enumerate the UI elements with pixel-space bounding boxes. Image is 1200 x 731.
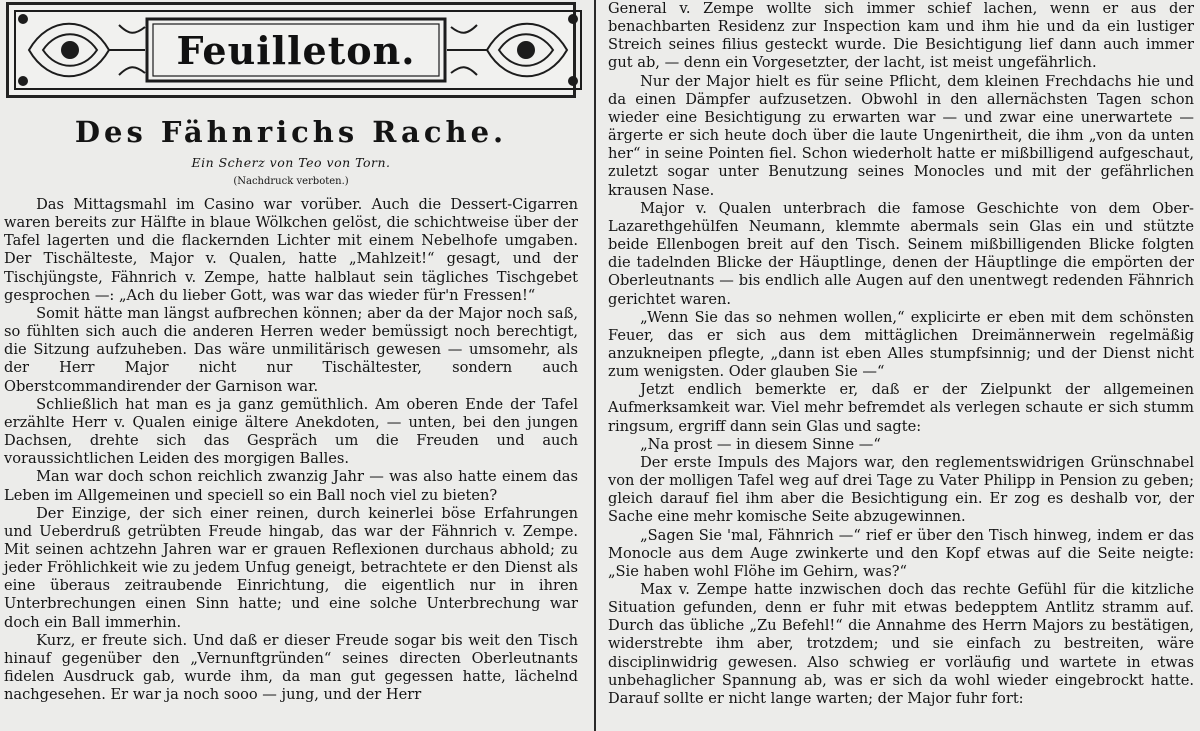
article-byline: Ein Scherz von Teo von Torn. xyxy=(191,155,391,170)
feuilleton-banner xyxy=(6,2,576,98)
article-headline: Des Fähnrichs Rache. xyxy=(74,115,508,149)
paragraph: Max v. Zempe hatte inzwischen doch das rechte Gefühl für die kitzliche Situation gefunden, denn er fuhr mit etwas bedepptem Antlitz stramm auf. Durch das übliche „Zu Befehl!“ die Annahme des Herrn Majors zu bestätigen, widerstrebte ihm aber, trotzdem; und sie einfach zu bestreiten, wäre disciplinwidrig gewesen. Also schwieg er vorläufig und wartete in etwas unbehaglicher Spannung ab, was er sich da wohl wieder eingebrockt hatte. Darauf sollte er nicht lange warten; der Major fuhr fort: xyxy=(608,581,1194,707)
section-title: Feuilleton. xyxy=(176,27,416,73)
paragraph: „Wenn Sie das so nehmen wollen,“ explicirte er eben mit dem schönsten Feuer, das er sich aus dem mittäglichen Dreimännerwein regelmäßig anzukneipen pflegte, „dann ist eben Alles stumpfsinnig; und der Dienst nicht zum wenigsten. Oder glauben Sie —“ xyxy=(608,308,1194,381)
paragraph: Kurz, er freute sich. Und daß er dieser Freude sogar bis weit den Tisch hinauf gegenüber den „Vernunftgründen“ seines directen Oberleutnants fidelen Ausdruck gab, wurde ihm, da man gut gegessen hatte, lächelnd nachgesehen. Er war ja noch sooo — jung, und der Herr xyxy=(4,631,578,704)
reprint-notice: (Nachdruck verboten.) xyxy=(233,176,349,187)
right-column xyxy=(600,0,1198,731)
paragraph: Der erste Impuls des Majors war, den reglementswidrigen Grünschnabel von der molligen Tafel weg auf drei Tage zu Vater Philipp in Pension zu geben; gleich darauf fiel ihm aber die Besichtigung ein. Er zog es deshalb vor, der Sache eine mehr komische Seite abzugewinnen. xyxy=(608,453,1194,526)
column-divider xyxy=(594,0,596,731)
paragraph: „Na prost — in diesem Sinne —“ xyxy=(640,435,881,453)
paragraph: Der Einzige, der sich einer reinen, durch keinerlei böse Erfahrungen und Ueberdruß getrübten Freude hingab, das war der Fähnrich v. Zempe. Mit seinen achtzehn Jahren war er grauen Reflexionen durchaus abhold; zu jeder Fröhlichkeit wie zu jedem Unfug geneigt, betrachtete er den Dienst als eine überaus zeitraubende Einrichtung, die eigentlich nur in ihren Unterbrechungen einen Sinn hatte; und eine solche Unterbrechung war doch ein Ball immerhin. xyxy=(4,504,578,631)
paragraph: Man war doch schon reichlich zwanzig Jahr — was also hatte einem das Leben im Allgemeinen und speciell so ein Ball noch viel zu bieten? xyxy=(4,468,578,504)
paragraph: Das Mittagsmahl im Casino war vorüber. Auch die Dessert-Cigarren waren bereits zur Hälfte in blaue Wölkchen gelöst, die schichtweise über der Tafel lagerten und die flackernden Lichter mit einem Nebelhofe umgaben. Der Tischälteste, Major v. Qualen, hatte „Mahlzeit!“ gesagt, und der Tischjüngste, Fähnrich v. Zempe, hatte halblaut sein tägliches Tischgebet gesprochen —: „Ach du lieber Gott, was war das wieder für'n Fressen!“ xyxy=(4,196,578,304)
left-column xyxy=(0,0,588,731)
paragraph: Major v. Qualen unterbrach die famose Geschichte von dem Ober-Lazarethgehülfen Neumann, klemmte abermals sein Glas ein und stützte beide Ellenbogen breit auf den Tisch. Seinem mißbilligenden Blicke folgten die tadelnden Blicke der Häuptlinge, denen der Häuptlinge die empörten der Oberleutnants — bis endlich alle Augen auf den unentwegt redenden Fähnrich gerichtet waren. xyxy=(608,199,1194,308)
paragraph: Jetzt endlich bemerkte er, daß er der Zielpunkt der allgemeinen Aufmerksamkeit war. Viel mehr befremdet als verlegen schaute er sich stumm ringsum, ergriff dann sein Glas und sagte: xyxy=(608,381,1194,435)
paragraph: „Sagen Sie 'mal, Fähnrich —“ rief er über den Tisch hinweg, indem er das Monocle aus dem Auge zwinkerte und den Kopf etwas auf die Seite neigte: „Sie haben wohl Flöhe im Gehirn, was?“ xyxy=(608,526,1194,580)
paragraph: Schließlich hat man es ja ganz gemüthlich. Am oberen Ende der Tafel erzählte Herr v. Qualen einige ältere Anekdoten, — unten, bei den jungen Dachsen, drehte sich das Gespräch um die Freuden und auch voraussichtlichen Leiden des morgigen Balles. xyxy=(4,395,578,468)
paragraph: Somit hätte man längst aufbrechen können; aber da der Major noch saß, so fühlten sich auch die anderen Herren weder bemüssigt noch berechtigt, die Sitzung aufzuheben. Das wäre unmilitärisch gewesen — umsomehr, als der Herr Major nicht nur Tischältester, sondern auch Oberstcommandirender der Garnison war. xyxy=(4,304,578,395)
paragraph: General v. Zempe wollte sich immer schief lachen, wenn er aus der benachbarten Residenz zur Inspection kam und ihm hie und da ein lustiger Streich seines filius gesteckt wurde. Die Besichtigung lief dann auch immer gut ab, — denn ein Vorgesetzter, der lacht, ist meist ungefährlich. xyxy=(608,0,1194,72)
paragraph: Nur der Major hielt es für seine Pflicht, dem kleinen Frechdachs hie und da einen Dämpfer aufzusetzen. Obwohl in den allernächsten Tagen schon wieder eine Besichtigung zu erwarten war — und zwar eine unerwartete — ärgerte er sich heute doch über die laute Ungenirtheit, die ihm „von da unten her“ in seine Pointen fiel. Schon wiederholt hatte er mißbilligend aufgeschaut, zuletzt sogar unter Benutzung seines Monocles und mit der gefährlichen krausen Nase. xyxy=(608,72,1194,199)
